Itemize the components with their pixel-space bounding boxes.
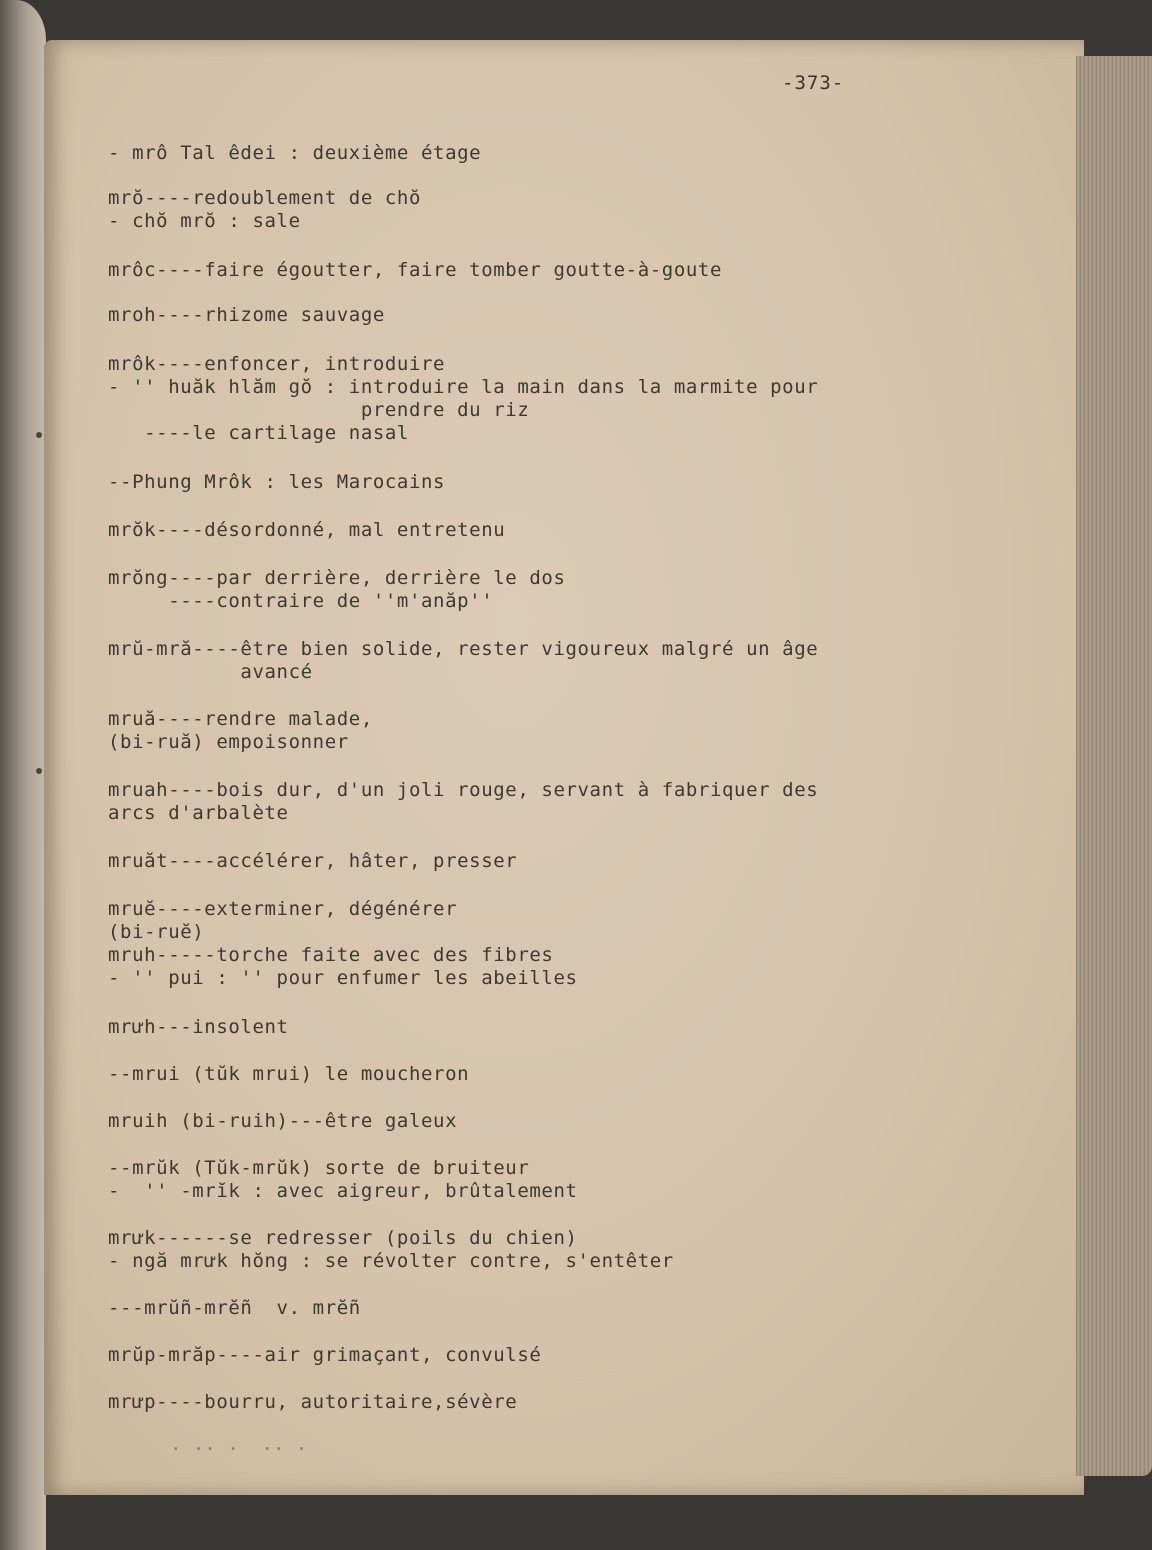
dictionary-entry: mrŏk----désordonné, mal entretenu bbox=[108, 519, 506, 541]
page-number: -373- bbox=[782, 72, 845, 94]
dictionary-entry: mrŏ----redoublement de chŏ - chŏ mrŏ : sale bbox=[108, 187, 422, 232]
dictionary-entry: --Phung Mrôk : les Marocains bbox=[108, 471, 446, 493]
dictionary-entry: mrŏng----par derrière, derrière le dos ----contraire de ''m'anăp'' bbox=[108, 567, 566, 612]
dictionary-entry: --mrui (tŭk mrui) le moucheron bbox=[108, 1063, 470, 1085]
dictionary-entry: mrŭ-mră----être bien solide, rester vigoureux malgré un âge avancé bbox=[108, 638, 819, 683]
dictionary-entry: mruăt----accélérer, hâter, presser bbox=[108, 850, 518, 872]
dictionary-entry: ---mrŭñ-mrĕñ v. mrĕñ bbox=[108, 1297, 361, 1319]
left-page-edge bbox=[0, 0, 46, 1550]
dictionary-entry: mruĕ----exterminer, dégénérer (bi-ruĕ) mruh-----torche faite avec des fibres - '' pui : '' pour enfumer les abeilles bbox=[108, 898, 578, 989]
dictionary-entry: mrŭp-mrăp----air grimaçant, convulsé bbox=[108, 1344, 542, 1366]
footer-fragment: · ·· · ·· · bbox=[170, 1438, 308, 1460]
page-stack-edges bbox=[1076, 56, 1152, 1476]
margin-mark bbox=[36, 768, 42, 774]
margin-mark bbox=[36, 432, 42, 438]
dictionary-entry: mruă----rendre malade, (bi-ruă) empoisonner bbox=[108, 708, 373, 753]
dictionary-entry: --mrŭk (Tŭk-mrŭk) sorte de bruiteur - '' -mrĭk : avec aigreur, brûtalement bbox=[108, 1157, 578, 1202]
dictionary-entry: mrôc----faire égoutter, faire tomber goutte-à-goute bbox=[108, 259, 722, 281]
dictionary-entry: - mrô Tal êdei : deuxième étage bbox=[108, 142, 482, 164]
dictionary-entry: mruah----bois dur, d'un joli rouge, servant à fabriquer des arcs d'arbalète bbox=[108, 779, 819, 824]
dictionary-entry: mruih (bi-ruih)---être galeux bbox=[108, 1110, 458, 1132]
dictionary-entry: mrưh---insolent bbox=[108, 1016, 289, 1038]
dictionary-entry: mroh----rhizome sauvage bbox=[108, 304, 385, 326]
dictionary-entry: mrôk----enfoncer, introduire - '' huăk hlăm gŏ : introduire la main dans la marmite pour prendre du riz ----le cartilage nasal bbox=[108, 353, 819, 444]
dictionary-entry: mrưk------se redresser (poils du chien) - ngă mrưk hŏng : se révolter contre, s'entêter bbox=[108, 1227, 674, 1272]
dictionary-entry: mrưp----bourru, autoritaire,sévère bbox=[108, 1391, 518, 1413]
